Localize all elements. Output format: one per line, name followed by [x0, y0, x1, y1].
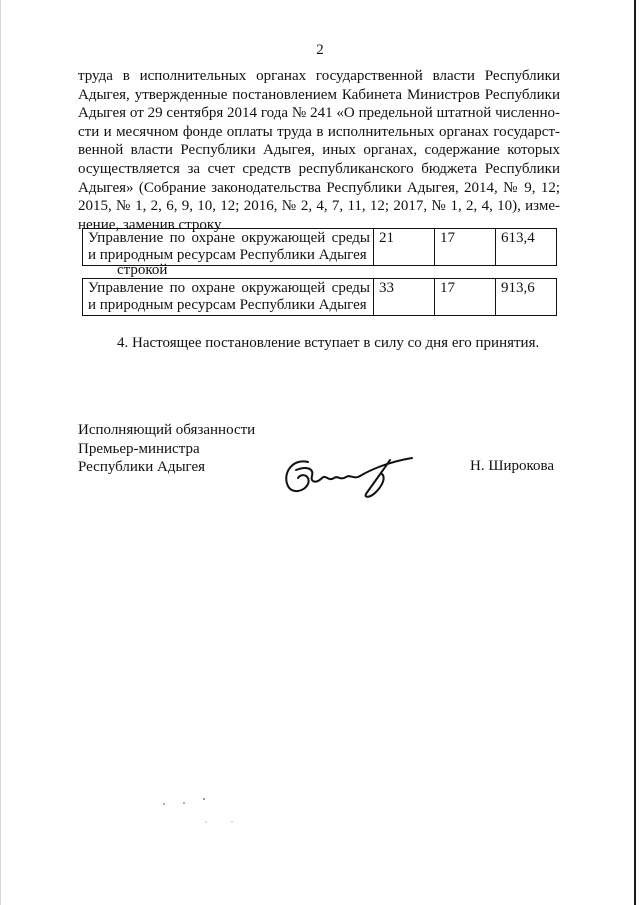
value-cell: 17: [435, 279, 496, 316]
signatory-title-line: Республики Адыгея: [78, 459, 206, 476]
body-paragraph: [78, 67, 560, 234]
table-row: [83, 279, 557, 316]
body-line: осуществляется за счет средств республиканского бюджета Республики: [78, 160, 560, 177]
department-name-cell: Управление по охране окружающей среды и природным ресурсам Республики Адыгея: [83, 229, 374, 266]
value-cell: 17: [435, 229, 496, 266]
page-number: 2: [316, 42, 324, 58]
page-left-edge: [0, 0, 1, 905]
staff-count-cell: 21: [374, 229, 435, 266]
replacement-word: строкой: [117, 262, 168, 278]
handwritten-signature: [278, 448, 418, 504]
new-row-table: [82, 278, 557, 316]
signatory-title-line: Премьер-министра: [78, 440, 200, 457]
body-line: Адыгея от 29 сентября 2014 года № 241 «О предельной штатной численно-: [78, 105, 560, 122]
signatory-name: Н. Широкова: [470, 458, 555, 474]
body-line: венной власти Республики Адыгея, иных органах, содержание которых: [78, 142, 560, 159]
body-line: труда в исполнительных органах государственной власти Республики: [78, 68, 560, 84]
body-line: сти и месячном фонде оплаты труда в исполнительных органах государст-: [78, 123, 560, 140]
signatory-title-line: Исполняющий обязанности: [78, 422, 256, 438]
signatory-title: [78, 421, 255, 477]
body-line: нение, заменив строку: [78, 216, 222, 233]
body-line: 2015, № 1, 2, 6, 9, 10, 12; 2016, № 2, 4, 7, 11, 12; 2017, № 1, 2, 4, 10), изме-: [78, 198, 560, 215]
department-name-cell: Управление по охране окружающей среды и природным ресурсам Республики Адыгея: [83, 279, 374, 316]
page-right-edge: [634, 0, 636, 905]
staff-count-cell: 33: [374, 279, 435, 316]
body-line: Адыгея, утвержденные постановлением Кабинета Министров Республики: [78, 86, 560, 103]
fund-cell: 613,4: [496, 229, 557, 266]
scan-specks: [160, 796, 240, 826]
table-row: [83, 229, 557, 266]
old-row-table: [82, 228, 557, 266]
body-line: Адыгея» (Собрание законодательства Республики Адыгея, 2014, № 9, 12;: [78, 179, 560, 196]
paragraph-4: 4. Настоящее постановление вступает в силу со дня его принятия.: [117, 335, 540, 351]
fund-cell: 913,6: [496, 279, 557, 316]
